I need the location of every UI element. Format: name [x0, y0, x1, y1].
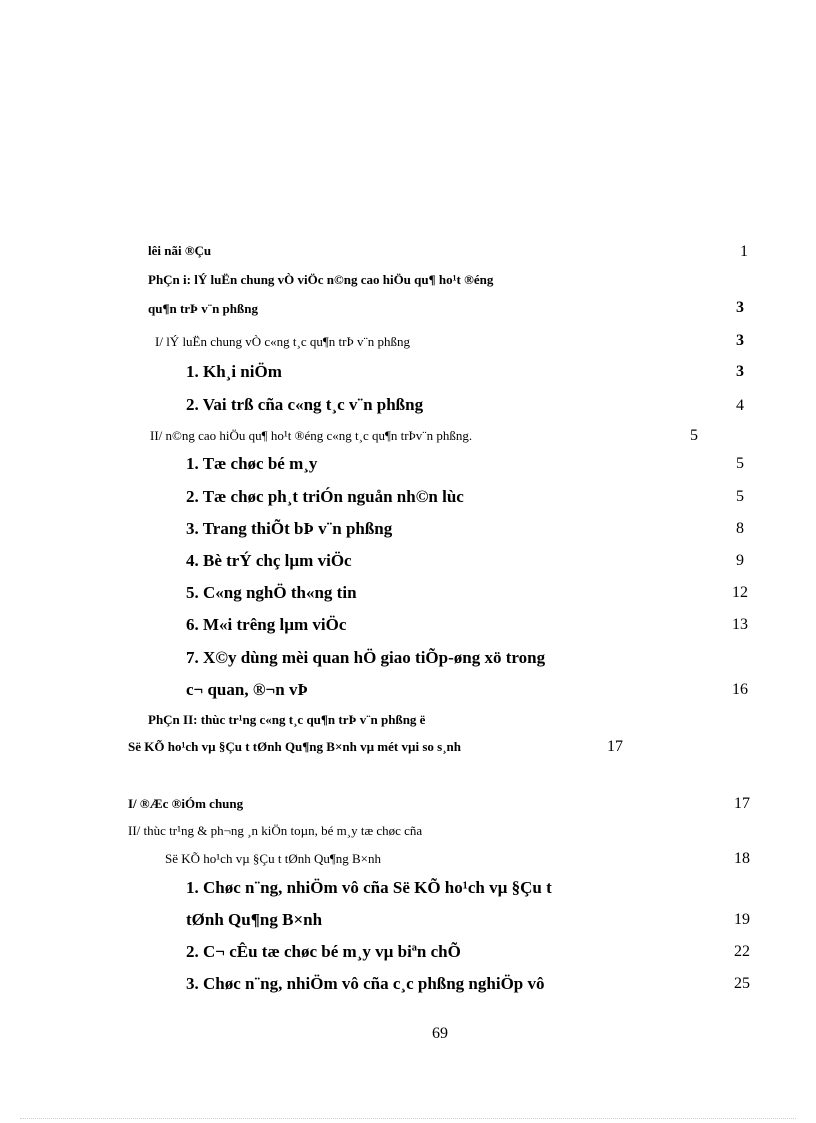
toc-page-number: 1 [740, 243, 748, 260]
toc-page-number: 3 [736, 363, 744, 380]
toc-entry-chuc-nang-phong: 3. Chøc n¨ng, nhiÖm vô cña c¸c phßng nghiÖp vô [186, 974, 545, 993]
toc-entry-nguon-nhan-luc: 2. Tæ chøc ph¸t triÓn nguån nh©n lùc [186, 487, 464, 506]
toc-entry-co-cau-to-chuc: 2. C¬ cÊu tæ chøc bé m¸y vµ biªn chÕ [186, 942, 461, 961]
footer-page-number: 69 [432, 1025, 448, 1042]
toc-entry-to-chuc-bo-may: 1. Tæ chøc bé m¸y [186, 454, 318, 473]
toc-entry-section-1: I/ lÝ luËn chung vÒ c«ng t¸c qu¶n trÞ v¨n phßng [155, 334, 411, 349]
toc-entry-section-2: II/ n©ng cao hiÖu qu¶ ho¹t ®éng c«ng t¸c qu¶n trÞv¨n phßng. [150, 428, 473, 443]
toc-entry-phan-2-cont: Së KÕ ho¹ch vµ §Çu t tØnh Qu¶ng B×nh vµ mét vµi so s¸nh [128, 739, 461, 754]
toc-page-number: 25 [734, 975, 750, 992]
toc-entry-cong-nghe-thong-tin: 5. C«ng nghÖ th«ng tin [186, 583, 357, 602]
toc-page-number: 17 [607, 738, 623, 755]
toc-page-number: 3 [736, 299, 744, 316]
toc-page-number: 3 [736, 332, 744, 349]
toc-page-number: 8 [736, 520, 744, 537]
toc-entry-thuc-trang-cont: Së KÕ ho¹ch vµ §Çu t tØnh Qu¶ng B×nh [165, 851, 381, 866]
toc-entry-khai-niem: 1. Kh¸i niÖm [186, 362, 282, 381]
toc-entry-dac-diem-chung: I/ ®Æc ®iÓm chung [128, 796, 244, 811]
toc-entry-phan-1: PhÇn i: lÝ luËn chung vÒ viÖc n©ng cao hiÖu qu¶ ho¹t ®éng [148, 272, 494, 287]
toc-page-number: 17 [734, 795, 750, 812]
toc-page-number: 13 [732, 616, 748, 633]
toc-page-number: 5 [690, 427, 698, 444]
toc-entry-phan-2: PhÇn II: thùc tr¹ng c«ng t¸c qu¶n trÞ v¨n phßng ë [148, 712, 426, 727]
toc-entry-quan-he-giao-tiep: 7. X©y dùng mèi quan hÖ giao tiÕp-øng xö trong [186, 648, 546, 667]
toc-page-number: 4 [736, 397, 744, 414]
toc-page-number: 5 [736, 488, 744, 505]
toc-page-number: 18 [734, 850, 750, 867]
toc-page-number: 9 [736, 552, 744, 569]
toc-entry-phan-1-cont: qu¶n trÞ v¨n phßng [148, 301, 258, 316]
toc-entry-chuc-nang-so-cont: tØnh Qu¶ng B×nh [186, 910, 323, 929]
toc-entry-bo-tri-cho-lam-viec: 4. Bè trÝ chç lµm viÖc [186, 551, 352, 570]
toc-entry-loi-noi-dau: lêi nãi ®Çu [148, 243, 212, 258]
toc-page-number: 5 [736, 455, 744, 472]
toc-page-number: 16 [732, 681, 748, 698]
toc-entry-thuc-trang: II/ thùc tr¹ng & ph¬ng ¸n kiÖn toµn, bé m¸y tæ chøc cña [128, 823, 423, 838]
toc-entry-quan-he-giao-tiep-cont: c¬ quan, ®¬n vÞ [186, 680, 308, 699]
toc-page-number: 19 [734, 911, 750, 928]
toc-entry-trang-thiet-bi: 3. Trang thiÕt bÞ v¨n phßng [186, 519, 393, 538]
page-bottom-divider [20, 1118, 796, 1119]
toc-page-number: 12 [732, 584, 748, 601]
toc-entry-moi-truong: 6. M«i trêng lµm viÖc [186, 615, 347, 634]
toc-page-number: 22 [734, 943, 750, 960]
toc-entry-chuc-nang-so: 1. Chøc n¨ng, nhiÖm vô cña Së KÕ ho¹ch vµ §Çu t [186, 878, 552, 897]
toc-entry-vai-tro: 2. Vai trß cña c«ng t¸c v¨n phßng [186, 395, 424, 414]
